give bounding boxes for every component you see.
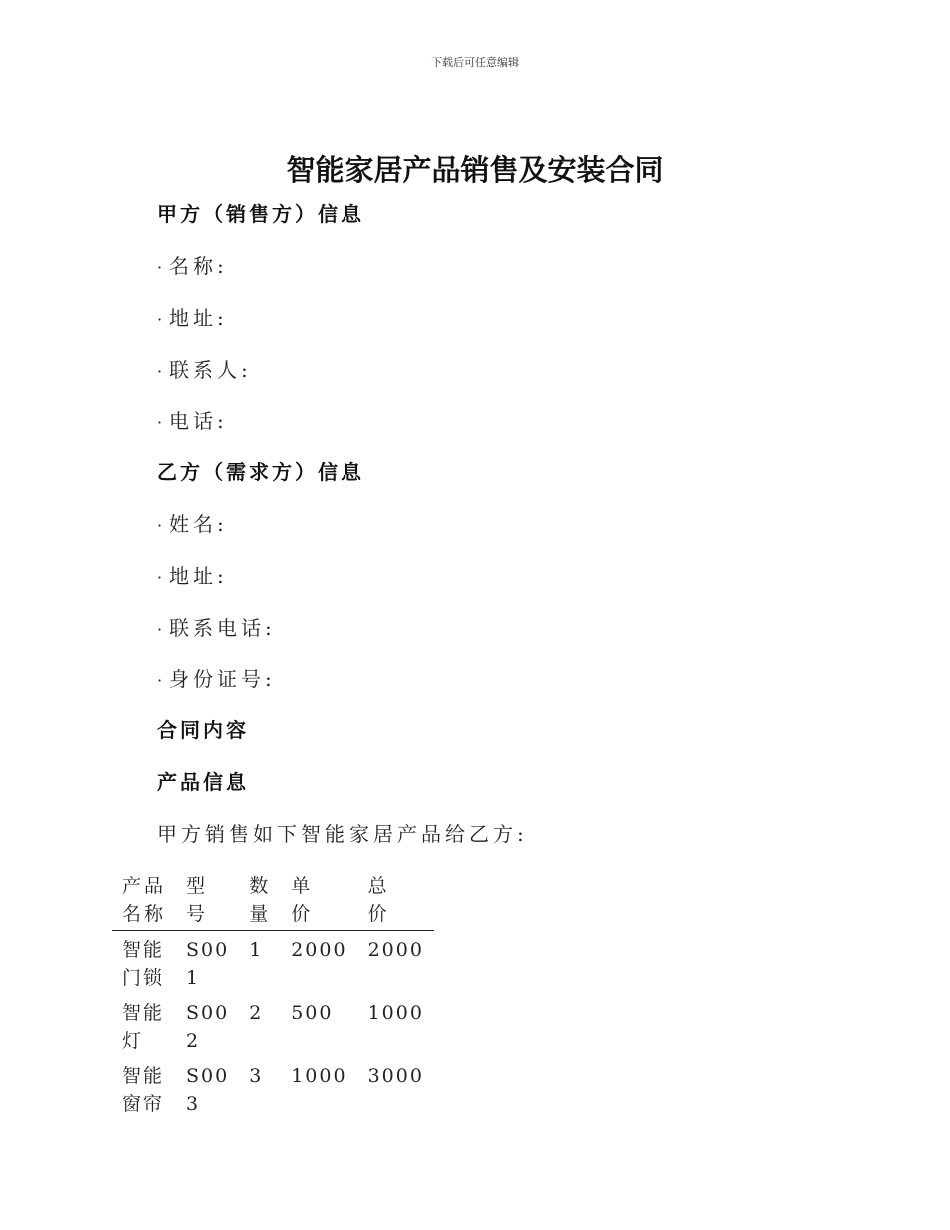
table-row — [112, 994, 434, 1057]
bullet-icon: · — [157, 362, 163, 381]
party-b-id-field — [157, 663, 276, 692]
field-label: 地址: — [169, 306, 228, 330]
field-label: 姓名: — [169, 512, 228, 536]
bullet-icon: · — [157, 620, 163, 639]
party-b-address-field — [157, 560, 228, 589]
cell-model: S00 2 — [186, 1002, 230, 1052]
contract-heading: 合同内容 — [157, 718, 249, 742]
header-product-name: 产品 名称 — [112, 870, 176, 931]
table-header-row — [112, 870, 434, 931]
bullet-icon: · — [157, 258, 163, 277]
cell-quantity: 1 — [249, 939, 264, 961]
cell-unit-price: 500 — [291, 1002, 334, 1024]
header-unit-price: 单 价 — [281, 870, 357, 931]
document-title: 智能家居产品销售及安装合同 — [286, 153, 664, 187]
field-label: 名称: — [169, 254, 228, 278]
party-a-contact-field — [157, 354, 252, 383]
party-a-heading: 甲方（销售方）信息 — [157, 202, 364, 226]
cell-product-name: 智能 灯 — [122, 1002, 165, 1052]
product-info-heading: 产品信息 — [157, 770, 249, 794]
cell-model: S00 3 — [186, 1065, 230, 1115]
party-a-name-field — [157, 250, 228, 279]
cell-product-name: 智能 窗帘 — [122, 1065, 165, 1115]
cell-total-price: 1000 — [367, 1002, 424, 1024]
header-total-price: 总 价 — [358, 870, 434, 931]
cell-unit-price: 2000 — [291, 939, 348, 961]
party-a-phone-field — [157, 405, 228, 434]
product-intro: 甲方销售如下智能家居产品给乙方: — [157, 822, 528, 846]
product-table — [112, 870, 434, 1120]
field-label: 联系电话: — [169, 616, 276, 640]
field-label: 身份证号: — [169, 667, 276, 691]
cell-unit-price: 1000 — [291, 1065, 348, 1087]
party-b-phone-field — [157, 612, 276, 641]
party-b-heading: 乙方（需求方）信息 — [157, 460, 364, 484]
party-a-address-field — [157, 302, 228, 331]
field-label: 电话: — [169, 409, 228, 433]
cell-model: S00 1 — [186, 939, 230, 989]
field-label: 联系人: — [169, 358, 252, 382]
cell-product-name: 智能 门锁 — [122, 939, 165, 989]
bullet-icon: · — [157, 413, 163, 432]
cell-total-price: 2000 — [367, 939, 424, 961]
bullet-icon: · — [157, 671, 163, 690]
cell-quantity: 3 — [249, 1065, 264, 1087]
table-row — [112, 1057, 434, 1120]
header-quantity: 数 量 — [239, 870, 281, 931]
field-label: 地址: — [169, 564, 228, 588]
party-b-name-field — [157, 508, 228, 537]
bullet-icon: · — [157, 516, 163, 535]
cell-quantity: 2 — [249, 1002, 264, 1024]
header-note: 下载后可任意编辑 — [431, 56, 519, 69]
bullet-icon: · — [157, 310, 163, 329]
cell-total-price: 3000 — [367, 1065, 424, 1087]
header-model: 型 号 — [176, 870, 239, 931]
bullet-icon: · — [157, 568, 163, 587]
table-row — [112, 931, 434, 995]
